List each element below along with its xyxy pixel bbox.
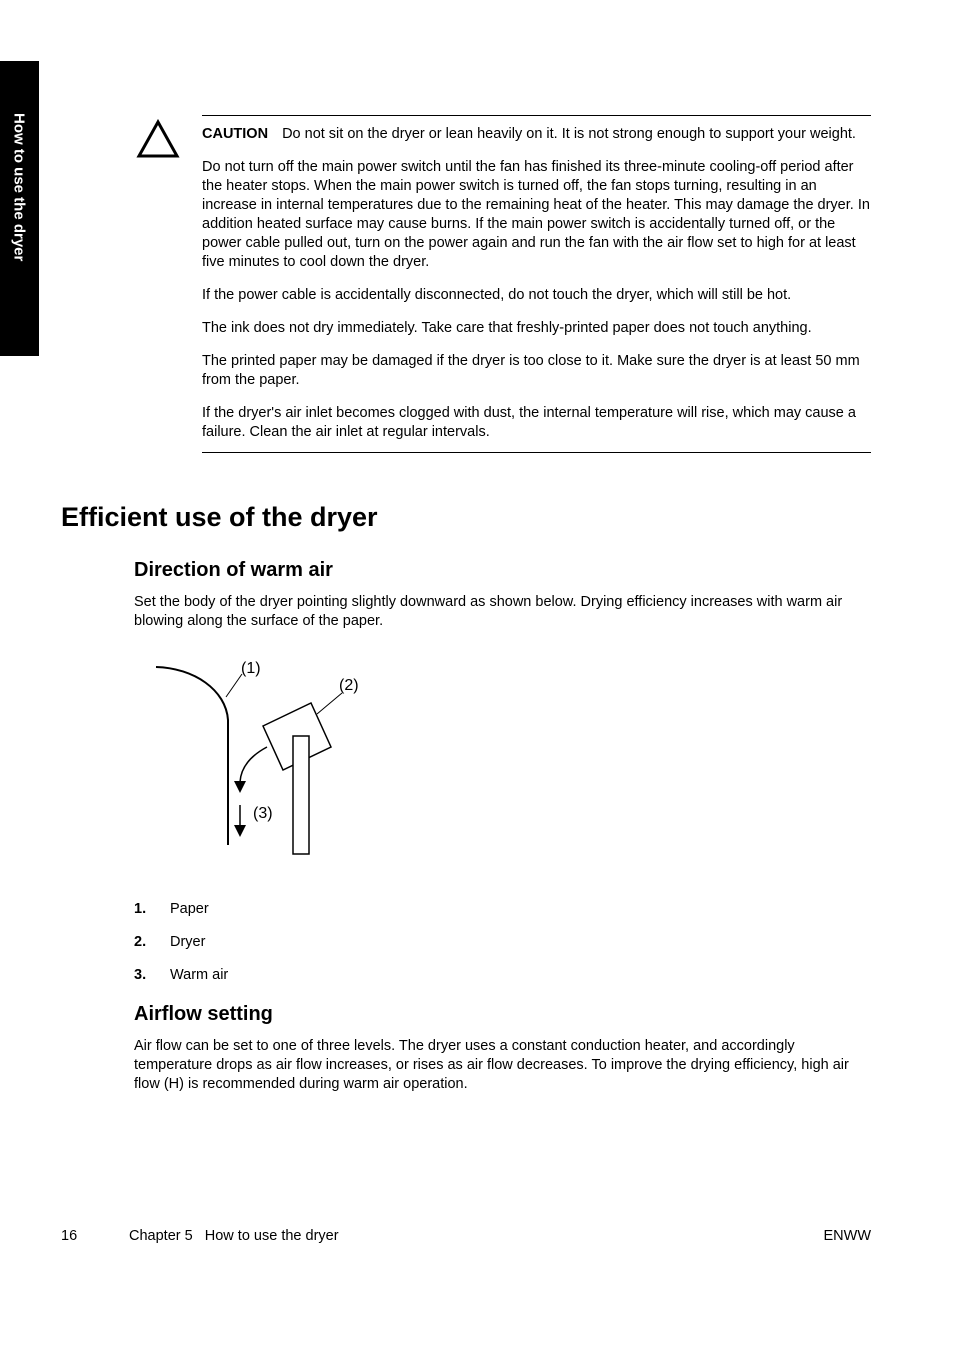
list-item: 2. Dryer [134, 934, 206, 950]
caution-paragraph-1: CAUTION Do not sit on the dryer or lean heavily on it. It is not strong enough to support your weight. [202, 126, 856, 142]
footer-chapter: Chapter 5 How to use the dryer [129, 1228, 339, 1244]
caution-paragraph-6: If the dryer's air inlet becomes clogged with dust, the internal temperature will rise, which may cause a failure. Clean the air inlet at regular intervals. [202, 405, 856, 440]
caution-paragraph-2: Do not turn off the main power switch until the fan has finished its three-minute cooling-off period after the heater stops. When the main power switch is turned off, the fan stops turning, resulting in an increase in internal temperatures due to the remaining heat of the heater. This may damage the dryer. In addition heated surface may cause burns. If the main power switch is accidentally turned off, or the power cable pulled out, turn on the power again and run the fan with the air flow set to high for at least five minutes to cool down the dryer. [202, 159, 870, 270]
dryer-stand [293, 736, 309, 854]
caution-paragraph-3: If the power cable is accidentally disconnected, do not touch the dryer, which will still be hot. [202, 287, 792, 303]
airflow-heading: Airflow setting [134, 1003, 273, 1025]
diagram-legend [134, 900, 228, 999]
dryer-leader-line [317, 693, 342, 714]
warm-air-arrowhead-2 [234, 825, 246, 837]
list-item: 3. Warm air [134, 967, 229, 983]
caution-label: CAUTION [202, 126, 269, 142]
caution-icon [136, 119, 180, 159]
paper-line [156, 667, 228, 845]
list-item: 1. Paper [134, 901, 209, 917]
direction-text: Set the body of the dryer pointing slightly downward as shown below. Drying efficiency increases with warm air blowing along the surface of the paper. [134, 594, 843, 629]
label-2: (2) [339, 677, 359, 694]
footer-right: ENWW [823, 1228, 871, 1244]
paper-leader-line [226, 674, 242, 697]
section-title: Efficient use of the dryer [61, 502, 378, 532]
caution-paragraph-5: The printed paper may be damaged if the dryer is too close to it. Make sure the dryer is at least 50 mm from the paper. [202, 353, 860, 388]
chapter-side-tab [0, 61, 39, 356]
dryer-direction-diagram [134, 650, 394, 865]
direction-heading: Direction of warm air [134, 559, 333, 581]
airflow-text: Air flow can be set to one of three levels. The dryer uses a constant conduction heater, and accordingly temperature drops as air flow increases, or rises as air flow decreases. To improve the drying efficiency, high air flow (H) is recommended during warm air operation. [134, 1038, 849, 1092]
caution-paragraph-4: The ink does not dry immediately. Take care that freshly-printed paper does not touch anything. [202, 320, 812, 336]
label-1: (1) [241, 660, 261, 677]
page-number: 16 [61, 1228, 78, 1244]
caution-box [202, 115, 871, 453]
side-tab-label: How to use the dryer [10, 113, 28, 262]
label-3: (3) [253, 805, 273, 822]
warm-air-curve [240, 747, 267, 782]
warm-air-arrowhead-1 [234, 781, 246, 793]
